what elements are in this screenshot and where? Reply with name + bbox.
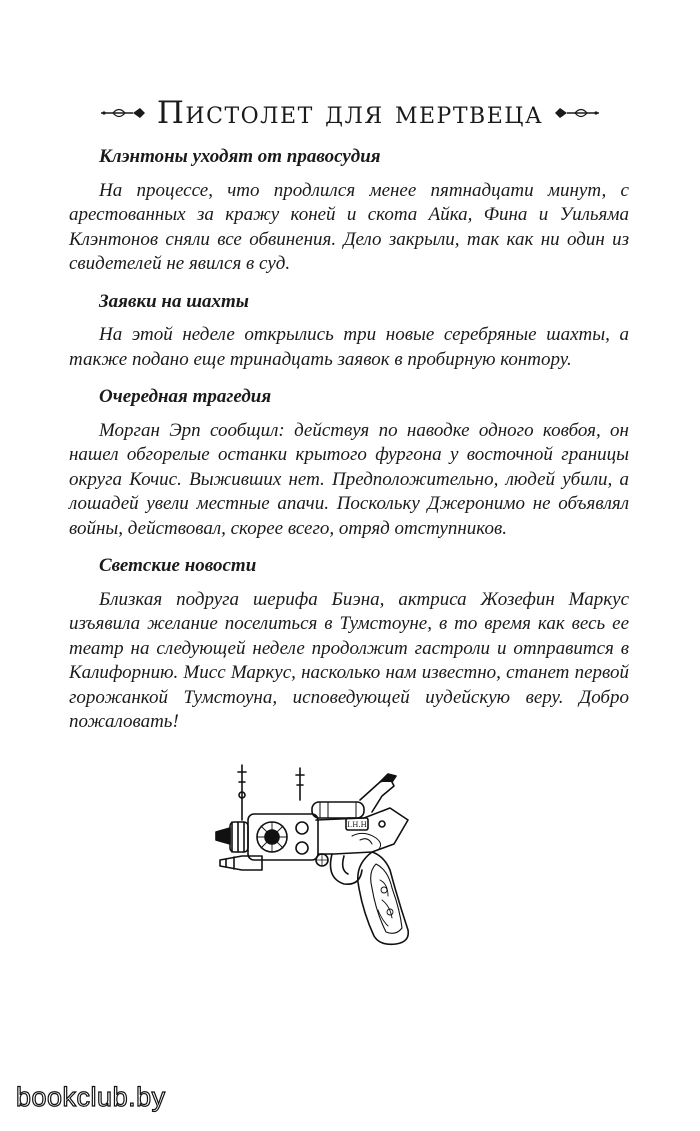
- article-heading: Заявки на шахты: [99, 290, 249, 312]
- article-heading: Очередная трагедия: [99, 386, 272, 407]
- right-flourish-icon: [553, 104, 601, 122]
- page-header: [0, 88, 700, 138]
- left-flourish-icon: [99, 104, 147, 122]
- raygun-pistol-icon: [212, 760, 457, 950]
- article: [69, 385, 629, 541]
- article-body: Морган Эрп сообщил: действуя по наводке одного ковбоя, он нашел обгорелые останки крытого фургона у восточной границы округа Кочис. Выживших нет. Предположительно, людей убили, а лошадей увели местные апачи. Поскольку Джеронимо не объявлял войны, действовал, скорее всего, отряд отступников.: [69, 419, 629, 539]
- article-body: На процессе, что продлился менее пятнадцати минут, с арестованных за кражу коней и скота Айка, Фина и Уильяма Клэнтонов сняли все обвинения. Дело закрыли, так как ни один из свидетелей не явился в суд.: [69, 179, 629, 274]
- article: [69, 554, 629, 735]
- gun-label: I.H.H: [347, 821, 367, 829]
- article: [69, 290, 629, 373]
- page-title: Пистолет для мертвеца: [156, 95, 544, 131]
- article-heading: Клэнтоны уходят от правосудия: [99, 146, 381, 167]
- article-column: [69, 145, 629, 748]
- article-body: Близкая подруга шерифа Биэна, актриса Жозефин Маркус изъявила желание поселиться в Тумстоуне, в то время как весь ее театр на следующей неделе продолжит гастроли и отправится в Калифорнию. Мисс Маркус, насколько нам известно, станет первой горожанкой Тумстоуна, исповедующей иудейскую веру. Добро пожаловать!: [69, 588, 629, 732]
- watermark: bookclub.by: [16, 1082, 166, 1112]
- article-heading: Светские новости: [99, 555, 257, 576]
- article-body: На этой неделе открылись три новые серебряные шахты, а также подано еще тринадцать заявок в пробирную контору.: [69, 324, 629, 370]
- article: [69, 145, 629, 277]
